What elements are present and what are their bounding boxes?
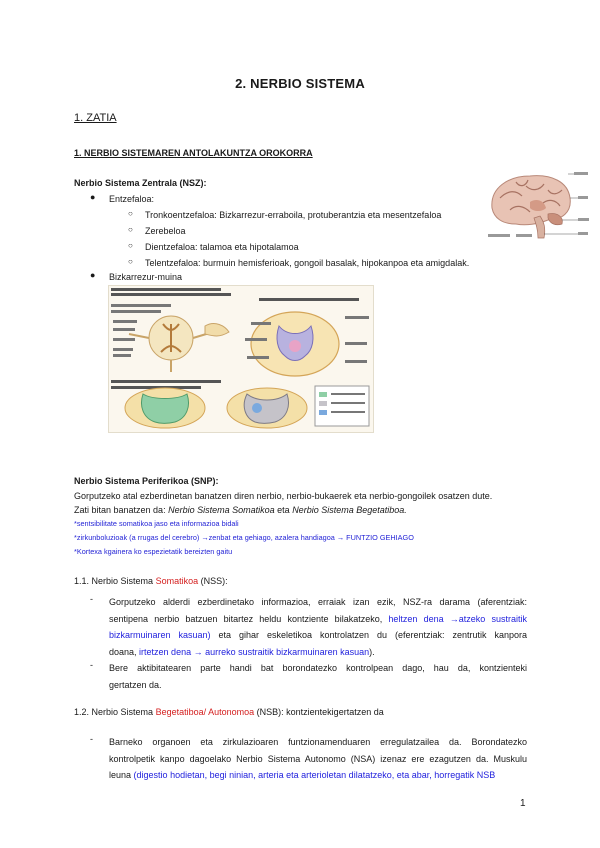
text: eta — [277, 505, 290, 515]
section-1-2-heading — [74, 706, 384, 719]
paragraph — [109, 660, 527, 693]
page-title: 2. NERBIO SISTEMA — [235, 76, 365, 91]
bullet-icon: ● — [90, 270, 96, 280]
snp-line2 — [74, 504, 407, 517]
line — [109, 627, 527, 644]
dash-icon: - — [90, 594, 93, 604]
sub-item: Tronkoentzefaloa: Bizkarrezur-erraboila, protuberantzia eta mesentzefaloa — [145, 210, 442, 220]
line — [109, 611, 527, 628]
text: Barneko organoen eta zirkulazioaren funtzionamenduaren erregulatzailea da. Borondatezko — [109, 737, 527, 747]
dash-icon: - — [90, 660, 93, 670]
sub-item: Telentzefaloa: burmuin hemisferioak, gongoil basalak, hipokanpoa eta amigdalak. — [145, 258, 470, 268]
text: kontrolpetik kanpo dagoelako Nerbio Sistema Autonomo (NSA) izenaz ere ezagutzen da. Muskulu — [109, 753, 527, 764]
text: Nerbio Sistema Somatikoa — [168, 505, 275, 515]
text: Nerbio Sistema Begetatiboa. — [292, 505, 407, 515]
paragraph — [109, 594, 527, 660]
line — [109, 644, 527, 661]
circle-bullet-icon: ○ — [128, 209, 133, 218]
snp-line: Gorputzeko atal ezberdinetan banatzen diren nerbio, nerbio-bukaerek eta nerbio-gongoilek osatzen dute. — [74, 491, 493, 501]
text: Bere aktibitatearen parte handi bat borondatezko kontrolpean dago, hau da, kontzienteki — [109, 663, 527, 673]
text: Somatikoa — [155, 576, 199, 586]
sub-item: Dientzefaloa: talamoa eta hipotalamoa — [145, 242, 299, 252]
paragraph — [109, 734, 527, 784]
text: 1.1. Nerbio Sistema — [74, 576, 154, 586]
bullet-icon: ● — [90, 192, 96, 202]
text: sentipena nerbio batzuen bitartez heldu kontziente bilakatzeko, — [109, 613, 383, 624]
dash-icon: - — [90, 734, 93, 744]
spinal-cord-figure — [108, 285, 374, 433]
circle-bullet-icon: ○ — [128, 257, 133, 266]
text: ). — [369, 646, 375, 657]
text: gertatzen da. — [109, 679, 162, 690]
text: leuna — [109, 770, 132, 780]
note: *Kortexa kgainera ko espezietatik bereizten gaitu — [74, 547, 233, 556]
text: (NSS): — [200, 576, 228, 586]
text: doana, — [109, 646, 137, 657]
text: (digestio hodietan, begi ninian, arteria eta arterioletan dilatatzeko, eta abar, horregatik NSB — [133, 770, 496, 780]
sub-item: Zerebeloa — [145, 226, 186, 236]
text: Begetatiboa/ Autonomoa — [155, 707, 255, 717]
text: 1.2. Nerbio Sistema — [74, 707, 154, 717]
text: bizkarmuinaren kasuan) — [109, 630, 211, 640]
section-1-1-heading — [74, 575, 228, 588]
text: Zati bitan banatzen da: — [74, 505, 166, 515]
nsz-heading: Nerbio Sistema Zentrala (NSZ): — [74, 178, 207, 188]
encephalon-label: Entzefaloa: — [109, 194, 155, 204]
brain-sagittal-figure — [486, 168, 590, 242]
circle-bullet-icon: ○ — [128, 241, 133, 250]
text: (NSB): kontzientekigertatzen da — [256, 707, 384, 717]
part-heading: 1. ZATIA — [74, 112, 117, 124]
page-number: 1 — [520, 798, 526, 809]
note: *sentsibilitate somatikoa jaso eta informazioa bidali — [74, 519, 239, 528]
note: *zirkunboluzioak (a rrugas del cerebro) →zenbat eta gehiago, azalera handiagoa → FUNTZIO GEHIAGO — [74, 533, 414, 542]
section-heading: 1. NERBIO SISTEMAREN ANTOLAKUNTZA OROKORRA — [74, 148, 313, 158]
text: heltzen dena →atzeko sustraitik — [388, 613, 527, 624]
text: Gorputzeko alderdi ezberdinetako informazioa, erraiak izan ezik, NSZ-ra darama (aferentziak: — [109, 597, 527, 607]
spinal-cord-label: Bizkarrezur-muina — [109, 272, 183, 282]
snp-heading: Nerbio Sistema Periferikoa (SNP): — [74, 476, 219, 486]
circle-bullet-icon: ○ — [128, 225, 133, 234]
text: irtetzen dena → aurreko sustraitik bizkarmuinaren kasuan — [139, 646, 370, 657]
line — [109, 767, 527, 784]
text: eta gihar eskeletikoa kontrolatzen du (eferentziak: zentrutik kanpora — [218, 630, 527, 640]
